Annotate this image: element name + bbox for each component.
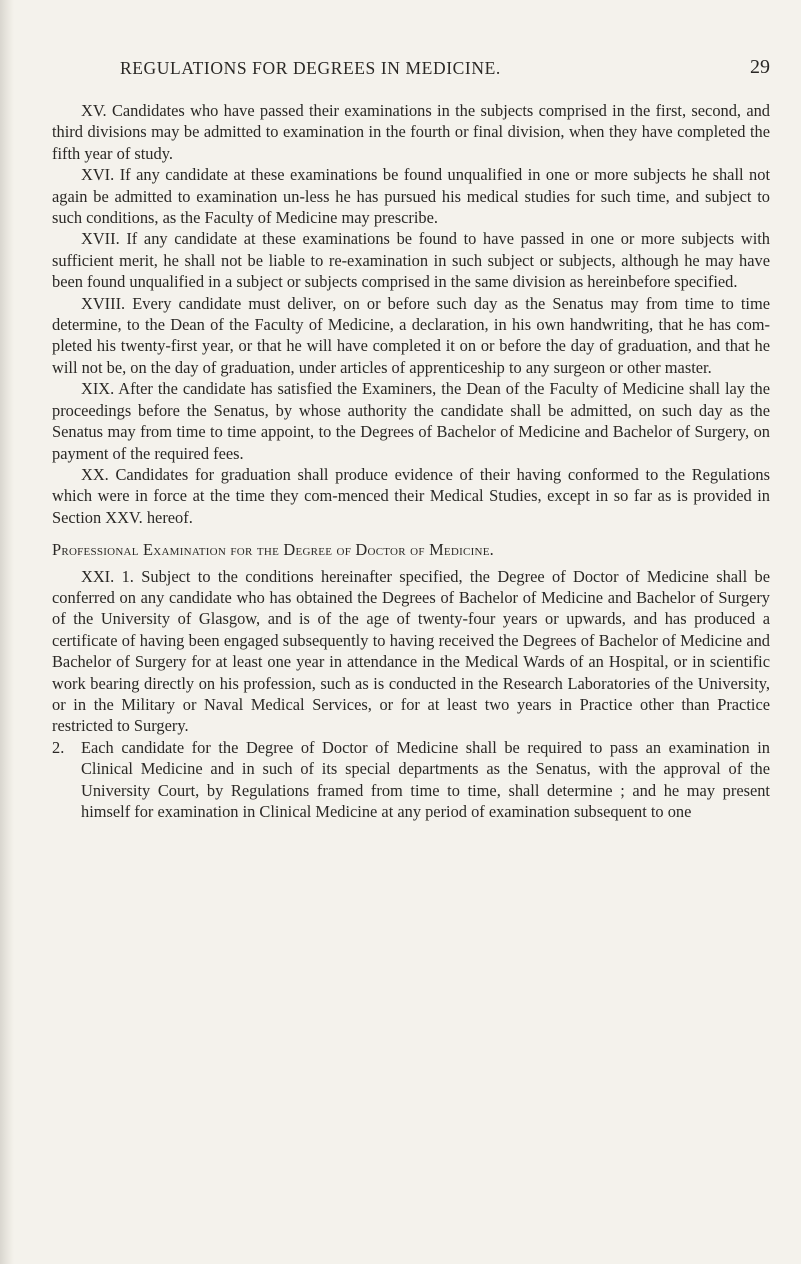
regulation-xix: XIX. After the candidate has satisfied the Examiners, the Dean of the Faculty of Medicine shall lay the proceedings before the Senatus, by whose authority the candidate shall be admitted, on such day as the Senatus may from time to time appoint, to the Degrees of Bachelor of Medicine and Bachelor of Surgery, on payment of the required fees. (52, 379, 770, 463)
regulation-xviii: XVIII. Every candidate must deliver, on or before such day as the Senatus may from time to time determine, to the Dean of the Faculty of Medicine, a declaration, in his own handwriting, that he has com-pleted his twenty-first year, or that he will have completed it on or before the day of graduation, and that he will not be, on the day of graduation, under articles of apprenticeship to any surgeon or other master. (52, 293, 770, 377)
regulation-xx: XX. Candidates for graduation shall produce evidence of their having conformed to the Regulations which were in force at the time they com-menced their Medical Studies, except in so far as is provided in Section XXV. hereof. (52, 464, 770, 527)
regulation-xvi: XVI. If any candidate at these examinations be found unqualified in one or more subjects he shall not again be admitted to examination un-less he has pursued his medical studies for such time, and subject to such conditions, as the Faculty of Medicine may prescribe. (52, 165, 770, 228)
document-page (52, 58, 770, 822)
page-number: 29 (750, 56, 770, 78)
page-edge-shadow (0, 0, 14, 1264)
regulation-xvii: XVII. If any candidate at these examinations be found to have passed in one or more subjects with sufficient merit, he shall not be liable to re-examination in such subject or subjects, although he may have been found unqualified in a subject or subjects comprised in the same division as hereinbefore specified. (52, 229, 770, 292)
regulation-xv: XV. Candidates who have passed their examinations in the subjects comprised in the first, second, and third divisions may be admitted to examination in the fourth or final division, when they have completed the fifth year of study. (52, 101, 770, 163)
section-heading: Professional Examination for the Degree of Doctor of Medicine. (52, 540, 495, 560)
running-head (52, 58, 770, 84)
regulation-xxi-2 (52, 737, 770, 823)
clause-text: Each candidate for the Degree of Doctor of Medicine shall be required to pass an examination in Clinical Medicine and in such of its special departments as the Senatus, with the approval of the University Court, by Regulations framed from time to time, shall determine ; and he may present himself for examination in Clinical Medicine at any period of examination subsequent to one (81, 737, 770, 821)
regulation-xxi-1: XXI. 1. Subject to the conditions hereinafter specified, the Degree of Doctor of Medicine shall be conferred on any candidate who has obtained the Degrees of Bachelor of Medicine and Bachelor of Surgery of the University of Glasgow, and is of the age of twenty-four years or upwards, and has produced a certificate of having been engaged subsequently to having received the Degrees of Bachelor of Medicine and Bachelor of Surgery for at least one year in attendance in the Medical Wards of an Hospital, or in scientific work bearing directly on his profession, such as is conducted in the Research Laboratories of the University, or in the Military or Naval Medical Services, or for at least two years in Practice other than Practice restricted to Surgery. (52, 566, 770, 736)
running-title: REGULATIONS FOR DEGREES IN MEDICINE. (120, 58, 501, 78)
clause-number: 2. (52, 737, 65, 757)
